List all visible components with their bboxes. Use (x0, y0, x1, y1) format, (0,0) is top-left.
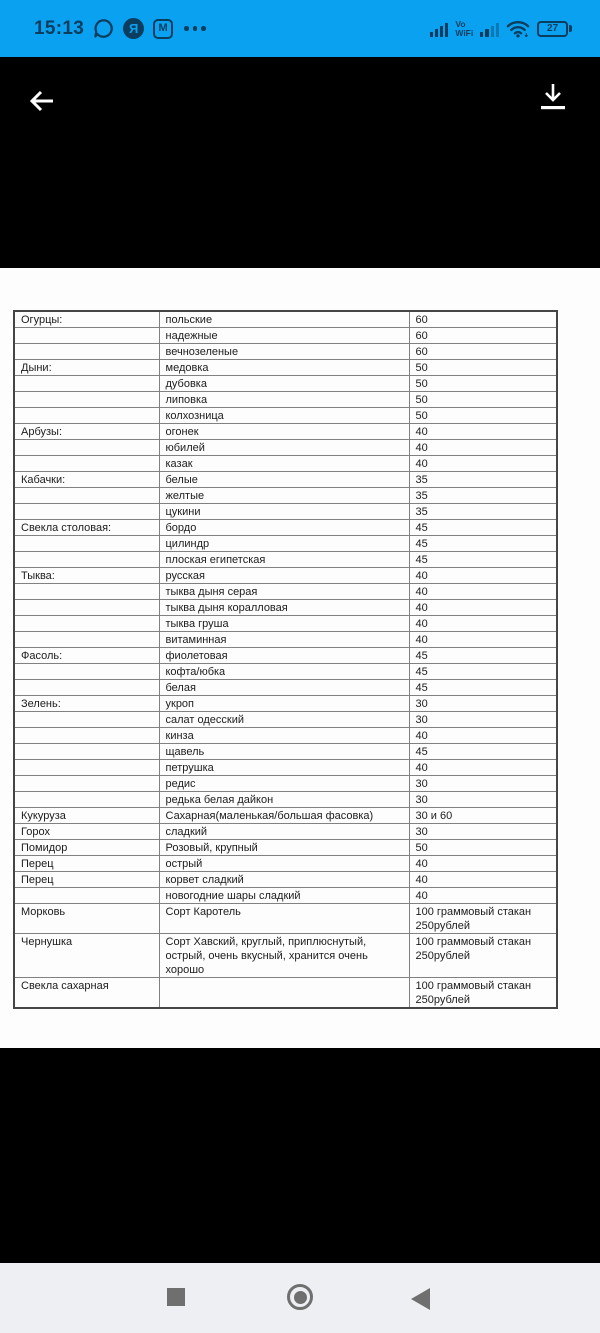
cell-category: Кабачки: (14, 472, 159, 488)
table-row (14, 978, 557, 1009)
cell-category: Арбузы: (14, 424, 159, 440)
cell-price: 50 (409, 376, 557, 392)
cell-price: 30 и 60 (409, 808, 557, 824)
table-row (14, 520, 557, 536)
home-button[interactable] (287, 1284, 313, 1310)
table-row (14, 616, 557, 632)
cell-price: 35 (409, 472, 557, 488)
cell-price: 40 (409, 872, 557, 888)
cell-variety: надежные (159, 328, 409, 344)
cell-variety: желтые (159, 488, 409, 504)
cell-category (14, 456, 159, 472)
cell-price: 40 (409, 584, 557, 600)
cell-category (14, 408, 159, 424)
cell-category: Перец (14, 872, 159, 888)
cell-variety: Розовый, крупный (159, 840, 409, 856)
table-row (14, 760, 557, 776)
more-notifications-icon (184, 26, 206, 31)
cell-category (14, 776, 159, 792)
table-row (14, 536, 557, 552)
home-circle-icon (287, 1284, 313, 1310)
cell-signal2-icon (480, 21, 499, 37)
table-row (14, 712, 557, 728)
cell-price: 40 (409, 728, 557, 744)
cell-variety: тыква груша (159, 616, 409, 632)
battery-percent: 27 (546, 23, 559, 34)
cell-price: 30 (409, 776, 557, 792)
cell-variety: вечнозеленые (159, 344, 409, 360)
table-row (14, 472, 557, 488)
wifi-icon (506, 19, 530, 38)
cell-variety: белые (159, 472, 409, 488)
cell-category: Свекла сахарная (14, 978, 159, 1009)
table-row (14, 728, 557, 744)
cell-category (14, 760, 159, 776)
cell-variety (159, 978, 409, 1009)
cell-price: 40 (409, 440, 557, 456)
cell-variety: фиолетовая (159, 648, 409, 664)
cell-category: Перец (14, 856, 159, 872)
cell-category (14, 792, 159, 808)
cell-category (14, 552, 159, 568)
table-row (14, 696, 557, 712)
table-row (14, 934, 557, 978)
table-row (14, 808, 557, 824)
cell-variety: витаминная (159, 632, 409, 648)
cell-variety: польские (159, 311, 409, 328)
cell-price: 40 (409, 632, 557, 648)
back-triangle-icon (411, 1288, 430, 1310)
android-nav-bar (0, 1263, 600, 1333)
cell-variety: острый (159, 856, 409, 872)
cell-price: 100 граммовый стакан 250рублей (409, 904, 557, 934)
cell-variety: сладкий (159, 824, 409, 840)
table-row (14, 424, 557, 440)
table-row (14, 840, 557, 856)
cell-price: 40 (409, 856, 557, 872)
cell-variety: щавель (159, 744, 409, 760)
status-bar (0, 0, 600, 57)
m-app-notification-icon (153, 19, 173, 39)
image-viewer-footer (0, 1048, 600, 1263)
cell-variety: тыква дыня коралловая (159, 600, 409, 616)
cell-variety: белая (159, 680, 409, 696)
price-table (13, 310, 558, 1009)
document-photo (0, 268, 600, 1048)
cell-price: 30 (409, 696, 557, 712)
cell-category: Тыква: (14, 568, 159, 584)
cell-price: 40 (409, 456, 557, 472)
table-row (14, 792, 557, 808)
cell-variety: кинза (159, 728, 409, 744)
cell-price: 45 (409, 536, 557, 552)
table-row (14, 632, 557, 648)
table-row (14, 824, 557, 840)
cell-category (14, 632, 159, 648)
table-row (14, 328, 557, 344)
cell-signal-icon (430, 21, 449, 37)
cell-category (14, 584, 159, 600)
cell-category (14, 440, 159, 456)
price-table-body (14, 311, 557, 1008)
cell-price: 40 (409, 616, 557, 632)
cell-category: Огурцы: (14, 311, 159, 328)
cell-price: 100 граммовый стакан 250рублей (409, 978, 557, 1009)
cell-variety: колхозница (159, 408, 409, 424)
cell-price: 45 (409, 520, 557, 536)
cell-variety: липовка (159, 392, 409, 408)
cell-variety: русская (159, 568, 409, 584)
chat-notification-icon (93, 18, 114, 39)
cell-variety: Сорт Каротель (159, 904, 409, 934)
cell-category: Морковь (14, 904, 159, 934)
cell-price: 45 (409, 664, 557, 680)
cell-variety: плоская египетская (159, 552, 409, 568)
cell-variety: тыква дыня серая (159, 584, 409, 600)
cell-category (14, 392, 159, 408)
cell-price: 40 (409, 568, 557, 584)
vowifi-label: Vo WiFi (455, 19, 474, 38)
recents-button[interactable] (163, 1284, 189, 1310)
cell-category: Фасоль: (14, 648, 159, 664)
table-row (14, 600, 557, 616)
cell-price: 100 граммовый стакан 250рублей (409, 934, 557, 978)
cell-price: 45 (409, 744, 557, 760)
table-row (14, 440, 557, 456)
table-row (14, 664, 557, 680)
cell-category (14, 664, 159, 680)
table-row (14, 904, 557, 934)
back-arrow-icon (26, 105, 58, 120)
cell-category: Горох (14, 824, 159, 840)
back-button[interactable] (24, 84, 60, 120)
table-row (14, 776, 557, 792)
table-row (14, 456, 557, 472)
cell-variety: казак (159, 456, 409, 472)
cell-variety: бордо (159, 520, 409, 536)
cell-category (14, 888, 159, 904)
cell-category (14, 504, 159, 520)
cell-price: 50 (409, 360, 557, 376)
cell-price: 35 (409, 504, 557, 520)
download-icon (538, 104, 568, 119)
table-row (14, 376, 557, 392)
cell-price: 40 (409, 888, 557, 904)
cell-category: Помидор (14, 840, 159, 856)
cell-price: 45 (409, 648, 557, 664)
battery-icon (537, 21, 572, 37)
cell-category: Свекла столовая: (14, 520, 159, 536)
cell-category: Дыни: (14, 360, 159, 376)
cell-category: Чернушка (14, 934, 159, 978)
cell-price: 40 (409, 424, 557, 440)
cell-category (14, 328, 159, 344)
cell-variety: дубовка (159, 376, 409, 392)
cell-price: 40 (409, 760, 557, 776)
cell-price: 45 (409, 680, 557, 696)
table-row (14, 744, 557, 760)
cell-variety: корвет сладкий (159, 872, 409, 888)
cell-category (14, 712, 159, 728)
table-row (14, 408, 557, 424)
table-row (14, 680, 557, 696)
download-button[interactable] (536, 79, 570, 119)
cell-category (14, 728, 159, 744)
cell-category (14, 376, 159, 392)
cell-variety: цукини (159, 504, 409, 520)
cell-category (14, 744, 159, 760)
cell-variety: медовка (159, 360, 409, 376)
cell-price: 50 (409, 840, 557, 856)
cell-variety: Сахарная(маленькая/большая фасовка) (159, 808, 409, 824)
table-row (14, 344, 557, 360)
table-row (14, 568, 557, 584)
cell-variety: Сорт Хавский, круглый, приплюснутый, острый, очень вкусный, хранится очень хорошо (159, 934, 409, 978)
image-viewer-header (0, 57, 600, 268)
cell-variety: новогодние шары сладкий (159, 888, 409, 904)
cell-variety: кофта/юбка (159, 664, 409, 680)
cell-variety: салат одесский (159, 712, 409, 728)
cell-variety: редис (159, 776, 409, 792)
cell-variety: петрушка (159, 760, 409, 776)
cell-price: 45 (409, 552, 557, 568)
cell-price: 50 (409, 392, 557, 408)
table-row (14, 311, 557, 328)
cell-price: 50 (409, 408, 557, 424)
cell-category (14, 488, 159, 504)
cell-variety: огонек (159, 424, 409, 440)
cell-variety: юбилей (159, 440, 409, 456)
cell-price: 40 (409, 600, 557, 616)
table-row (14, 872, 557, 888)
cell-price: 30 (409, 792, 557, 808)
cell-price: 60 (409, 344, 557, 360)
cell-category (14, 536, 159, 552)
cell-category (14, 680, 159, 696)
table-row (14, 392, 557, 408)
table-row (14, 648, 557, 664)
table-row (14, 360, 557, 376)
cell-price: 60 (409, 311, 557, 328)
yandex-letter: Я (128, 21, 139, 36)
table-row (14, 856, 557, 872)
cell-variety: редька белая дайкон (159, 792, 409, 808)
nav-back-button[interactable] (407, 1286, 433, 1312)
table-row (14, 504, 557, 520)
cell-price: 60 (409, 328, 557, 344)
cell-price: 35 (409, 488, 557, 504)
table-row (14, 584, 557, 600)
clock: 15:13 (34, 17, 85, 39)
table-row (14, 552, 557, 568)
cell-variety: цилиндр (159, 536, 409, 552)
cell-variety: укроп (159, 696, 409, 712)
table-row (14, 488, 557, 504)
cell-category (14, 344, 159, 360)
cell-category: Кукуруза (14, 808, 159, 824)
yandex-notification-icon (123, 18, 144, 39)
cell-price: 30 (409, 824, 557, 840)
cell-category: Зелень: (14, 696, 159, 712)
recents-square-icon (167, 1288, 185, 1306)
cell-category (14, 616, 159, 632)
table-row (14, 888, 557, 904)
cell-price: 30 (409, 712, 557, 728)
cell-category (14, 600, 159, 616)
m-letter: М (158, 22, 168, 34)
